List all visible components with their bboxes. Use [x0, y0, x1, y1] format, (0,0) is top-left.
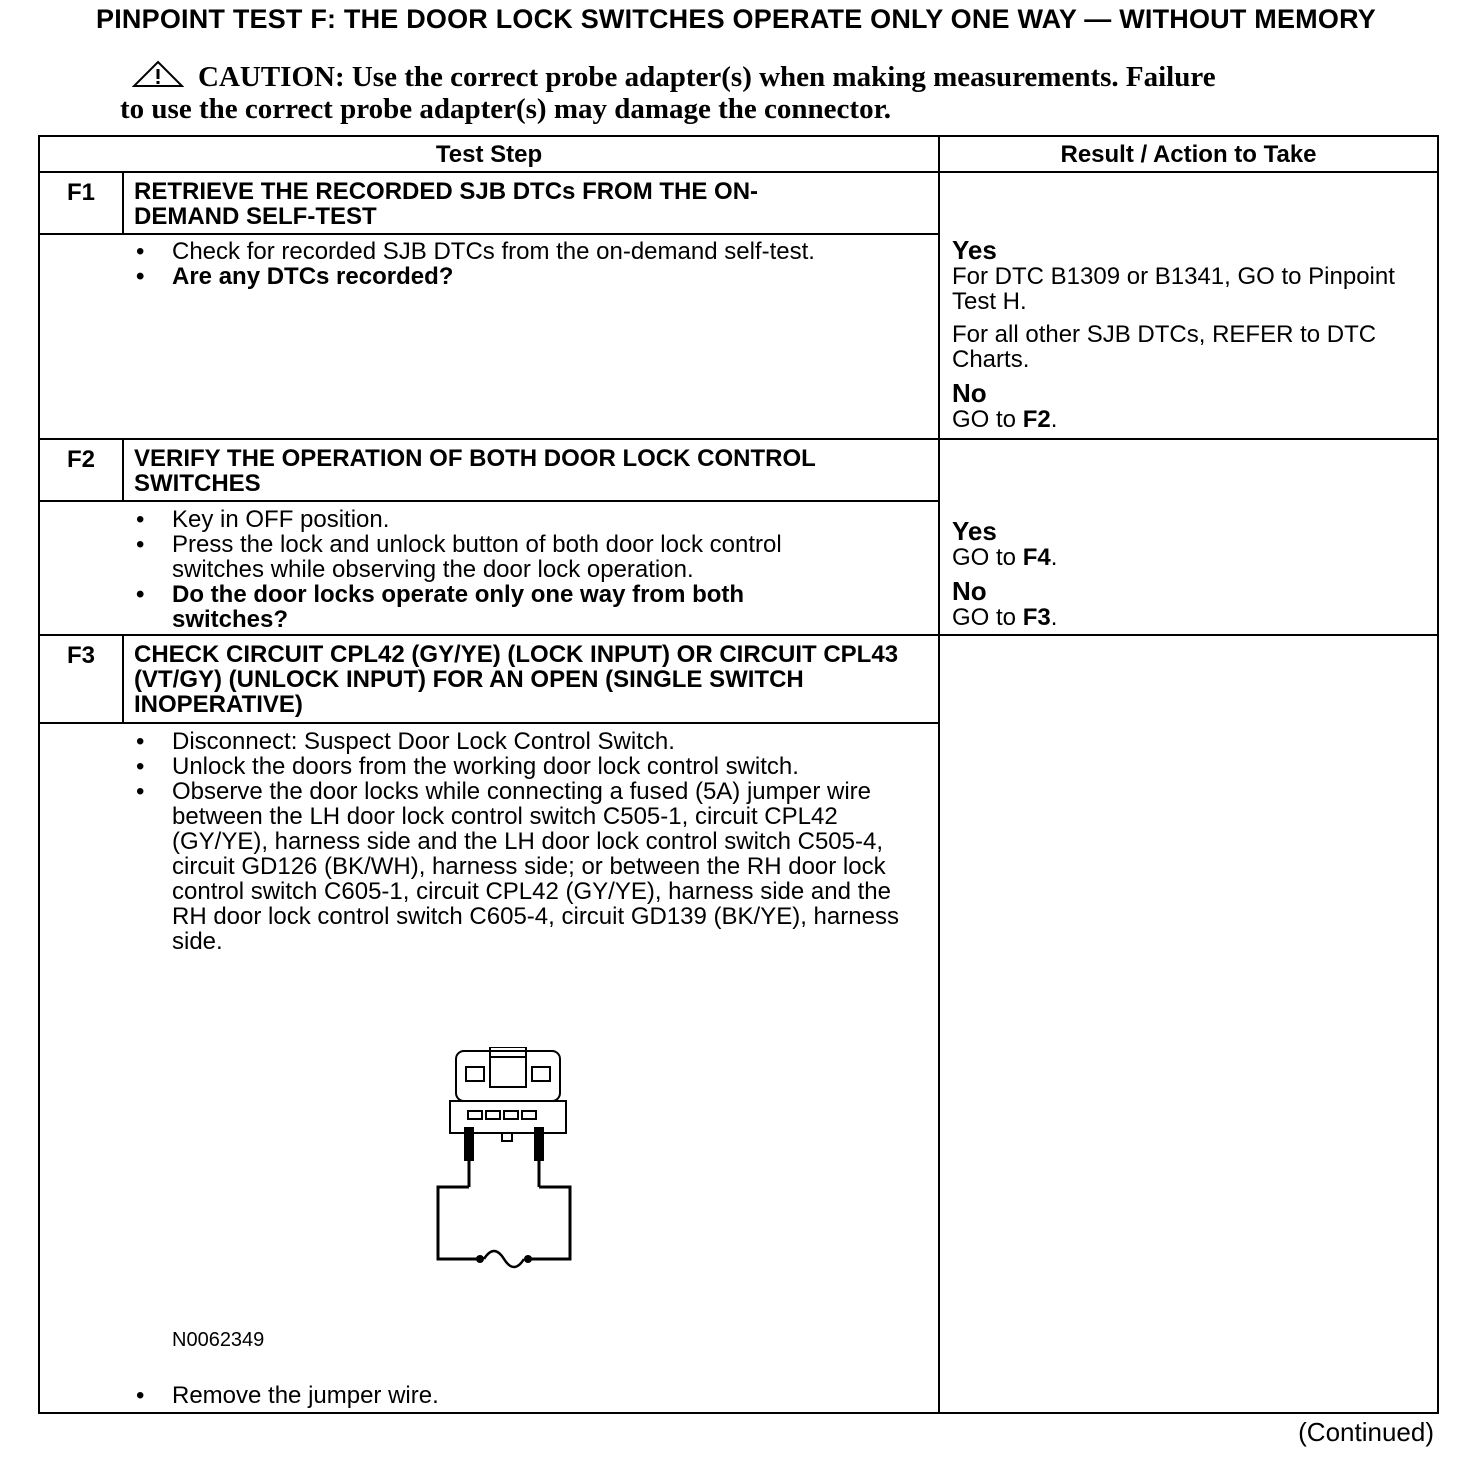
- step-id-f1: F1: [66, 179, 95, 206]
- list-item: • Key in OFF position.: [134, 507, 834, 532]
- yes-label: Yes: [952, 235, 997, 265]
- step-bullets-f1: [134, 239, 924, 289]
- no-action: GO to F3.: [952, 604, 1058, 631]
- list-item: • Remove the jumper wire.: [134, 1383, 924, 1408]
- no-label: No: [952, 378, 987, 408]
- continued-label: (Continued): [1298, 1417, 1434, 1447]
- yes-label: Yes: [952, 516, 997, 546]
- jumper-wire-diagram: [390, 1047, 590, 1277]
- step-bullets-f3-final: [134, 1383, 924, 1408]
- pinpoint-test-table: [38, 135, 1439, 1414]
- warning-triangle-icon: [132, 60, 184, 88]
- caution-line-2: to use the correct probe adapter(s) may damage the connector.: [120, 93, 892, 125]
- step-title-f2: VERIFY THE OPERATION OF BOTH DOOR LOCK CONTROL SWITCHES: [134, 445, 816, 497]
- step-title-f1: RETRIEVE THE RECORDED SJB DTCs FROM THE ON-DEMAND SELF-TEST: [134, 178, 759, 230]
- caution-line-1: CAUTION: Use the correct probe adapter(s) when making measurements. Failure: [198, 61, 1216, 93]
- step-id-f3: F3: [66, 642, 95, 669]
- result-f2: [952, 518, 1432, 630]
- step-id-f2: F2: [66, 446, 95, 473]
- list-item: • Check for recorded SJB DTCs from the on-demand self-test.: [134, 239, 924, 264]
- yes-text: For DTC B1309 or B1341, GO to Pinpoint Test H.: [952, 263, 1395, 315]
- no-action: GO to F2.: [952, 406, 1058, 433]
- list-item: • Observe the door locks while connecting a fused (5A) jumper wire between the LH door lock control switch C505-1, circuit CPL42 (GY/YE), harness side and the LH door lock control switch C505-4, circuit GD126 (BK/WH), harness side; or between the RH door lock control switch C605-1, circuit CPL42 (GY/YE), harness side and the RH door lock control switch C605-4, circuit GD139 (BK/YE), harness side.: [134, 779, 904, 954]
- step-bullets-f2: [134, 507, 834, 632]
- list-item: • Are any DTCs recorded?: [134, 264, 924, 289]
- header-result: Result / Action to Take: [1060, 141, 1317, 168]
- result-f1: [952, 237, 1432, 432]
- list-item: • Do the door locks operate only one way from both switches?: [134, 582, 834, 632]
- step-bullets-f3: [134, 729, 904, 954]
- page-title: PINPOINT TEST F: THE DOOR LOCK SWITCHES OPERATE ONLY ONE WAY — WITHOUT MEMORY: [96, 4, 1376, 34]
- list-item: • Disconnect: Suspect Door Lock Control Switch.: [134, 729, 904, 754]
- caution-notice: [120, 60, 1360, 125]
- list-item: • Unlock the doors from the working door lock control switch.: [134, 754, 904, 779]
- yes-text: For all other SJB DTCs, REFER to DTC Charts.: [952, 321, 1377, 373]
- yes-action: GO to F4.: [952, 544, 1058, 571]
- list-item: • Press the lock and unlock button of both door lock control switches while observing the door lock operation.: [134, 532, 834, 582]
- figure-id: N0062349: [172, 1329, 265, 1351]
- no-label: No: [952, 576, 987, 606]
- step-title-f3: CHECK CIRCUIT CPL42 (GY/YE) (LOCK INPUT) OR CIRCUIT CPL43 (VT/GY) (UNLOCK INPUT) FOR AN OPEN (SINGLE SWITCH INOPERATIVE): [134, 641, 899, 718]
- header-test-step: Test Step: [435, 141, 543, 168]
